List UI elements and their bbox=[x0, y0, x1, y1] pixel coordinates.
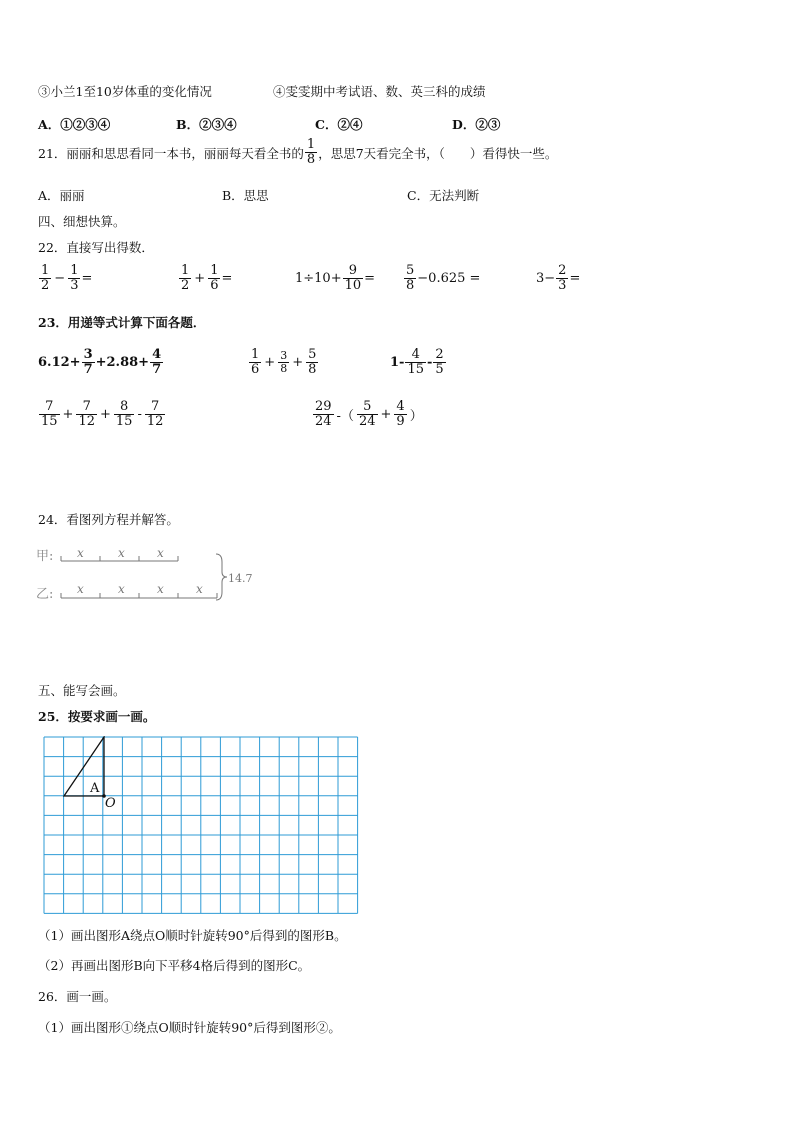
q22-expr-2 bbox=[178, 264, 232, 294]
q24-var-x: x bbox=[196, 582, 203, 596]
q22-title: 22．直接写出得数． bbox=[38, 240, 154, 255]
q24-var-x: x bbox=[118, 546, 125, 560]
q22-1-b-den: 3 bbox=[70, 278, 79, 294]
q25-label-o: O bbox=[105, 796, 116, 811]
q21-choice-a: A．丽丽 bbox=[38, 188, 85, 203]
q23-5-d2: 24 bbox=[358, 414, 376, 430]
q22-4-a-den: 8 bbox=[406, 278, 415, 294]
q25-title: 25．按要求画一画。 bbox=[38, 709, 156, 724]
q23-title: 23．用递等式计算下面各题． bbox=[38, 315, 206, 330]
q23-expr-4 bbox=[38, 400, 166, 430]
q22-2-b-den: 6 bbox=[210, 278, 219, 294]
q23-1-n1: 3 bbox=[83, 347, 93, 362]
q22-4-post: −0.625 = bbox=[417, 271, 481, 287]
q20-option-item-4: ④雯雯期中考试语、数、英三科的成绩 bbox=[273, 84, 486, 99]
q23-1-d2: 7 bbox=[152, 362, 162, 378]
q23-4-n4: 7 bbox=[150, 399, 160, 414]
q21-text-suffix: ，思思7天看完全书，（ ）看得快一些。 bbox=[318, 145, 558, 161]
q25-subquestion-2: （2）再画出图形B向下平移4格后得到的图形C。 bbox=[38, 958, 311, 973]
q23-2-d2: 8 bbox=[280, 362, 288, 376]
q22-2-b-num: 1 bbox=[210, 263, 219, 278]
q23-2-o1: + bbox=[264, 355, 276, 371]
q25-label-a: A bbox=[90, 781, 100, 796]
q24-label-yi: 乙: bbox=[36, 587, 54, 602]
q22-5-b-num: 2 bbox=[558, 263, 567, 278]
q24-var-x: x bbox=[157, 546, 164, 560]
q21-frac-den: 8 bbox=[306, 152, 316, 168]
q23-5-o1: -（ bbox=[336, 409, 354, 425]
q22-2-op: + bbox=[194, 271, 206, 287]
q26-title: 26．画一画。 bbox=[38, 989, 117, 1004]
q24-var-x: x bbox=[118, 582, 125, 596]
q20-choice-c: C．②④ bbox=[315, 117, 363, 132]
q25-grid bbox=[43, 736, 361, 916]
q23-4-n2: 7 bbox=[82, 399, 91, 414]
q23-1-n2: 4 bbox=[152, 347, 162, 362]
q22-2-a-den: 2 bbox=[181, 278, 190, 294]
q23-2-d1: 6 bbox=[251, 362, 260, 378]
q23-4-d2: 12 bbox=[78, 414, 95, 430]
q21-question bbox=[38, 138, 557, 168]
q23-5-n3: 4 bbox=[396, 399, 405, 414]
q22-5-eq: = bbox=[569, 271, 581, 287]
q21-choice-b: B．思思 bbox=[222, 188, 269, 203]
section-4-heading: 四、细想快算。 bbox=[38, 214, 126, 229]
q23-5-o3: ） bbox=[409, 409, 423, 425]
q20-choice-d: D．②③ bbox=[452, 117, 501, 132]
q22-expr-5 bbox=[536, 264, 580, 294]
q22-3-pre: 1÷10+ bbox=[295, 271, 342, 287]
q23-1-d1: 7 bbox=[83, 362, 93, 378]
q23-3-n2: 2 bbox=[435, 347, 444, 362]
q22-5-pre: 3− bbox=[536, 271, 556, 287]
q21-fraction bbox=[305, 138, 317, 168]
q23-3-t1: 1- bbox=[390, 355, 405, 371]
q24-var-x: x bbox=[77, 582, 84, 596]
q21-choice-c: C．无法判断 bbox=[407, 188, 480, 203]
q23-4-n1: 7 bbox=[45, 399, 54, 414]
q22-1-a-num: 1 bbox=[41, 263, 50, 278]
q22-1-a-den: 2 bbox=[41, 278, 50, 294]
q22-2-eq: = bbox=[221, 271, 233, 287]
q23-4-d3: 15 bbox=[115, 414, 133, 430]
section-5-heading: 五、能写会画。 bbox=[38, 683, 126, 698]
q23-5-d3: 9 bbox=[396, 414, 405, 430]
q23-4-o3: - bbox=[137, 407, 142, 423]
q24-brace bbox=[216, 554, 227, 600]
q24-label-jia: 甲: bbox=[36, 549, 54, 564]
q23-expr-3 bbox=[390, 348, 447, 378]
q23-4-o1: + bbox=[62, 407, 74, 423]
q23-2-d3: 8 bbox=[308, 362, 317, 378]
q24-line-diagram bbox=[30, 540, 260, 610]
q22-5-b-den: 3 bbox=[558, 278, 567, 294]
q24-total: 14.7 bbox=[228, 572, 253, 585]
q23-4-d1: 15 bbox=[41, 414, 58, 430]
q23-3-d2: 5 bbox=[435, 362, 444, 378]
q22-1-eq: = bbox=[81, 271, 93, 287]
q23-5-n1: 29 bbox=[315, 399, 332, 414]
q23-5-n2: 5 bbox=[363, 399, 372, 414]
q23-expr-5 bbox=[312, 400, 425, 430]
q23-2-n1: 1 bbox=[251, 347, 260, 362]
q23-4-o2: + bbox=[100, 407, 111, 423]
q22-expr-4 bbox=[403, 264, 480, 294]
q23-5-o2: + bbox=[380, 407, 392, 423]
q23-1-t2: +2.88+ bbox=[95, 355, 150, 371]
q21-frac-num: 1 bbox=[306, 137, 316, 152]
q22-expr-3 bbox=[295, 264, 375, 294]
q23-5-d1: 24 bbox=[315, 414, 332, 430]
q23-expr-1 bbox=[38, 348, 164, 378]
q20-choice-a: A．①②③④ bbox=[38, 117, 111, 132]
q22-expr-1 bbox=[38, 264, 92, 294]
q23-3-o1: - bbox=[427, 355, 433, 371]
q24-var-x: x bbox=[157, 582, 164, 596]
q22-4-a-num: 5 bbox=[406, 263, 415, 278]
q20-choice-b: B．②③④ bbox=[176, 117, 237, 132]
q24-var-x: x bbox=[77, 546, 84, 560]
q26-subquestion-1: （1）画出图形①绕点O顺时针旋转90°后得到图形②。 bbox=[38, 1020, 341, 1035]
q23-2-n3: 5 bbox=[308, 347, 317, 362]
q22-3-eq: = bbox=[364, 271, 376, 287]
q20-option-item-3: ③小兰1至10岁体重的变化情况 bbox=[38, 84, 212, 99]
q24-title: 24．看图列方程并解答。 bbox=[38, 512, 179, 527]
q23-1-t1: 6.12+ bbox=[38, 355, 81, 371]
q21-text-prefix: 21．丽丽和思思看同一本书，丽丽每天看全书的 bbox=[38, 145, 304, 161]
q23-3-n1: 4 bbox=[411, 347, 420, 362]
q23-4-n3: 8 bbox=[120, 399, 129, 414]
q25-subquestion-1: （1）画出图形A绕点O顺时针旋转90°后得到的图形B。 bbox=[38, 928, 347, 943]
q23-expr-2 bbox=[248, 348, 319, 378]
q23-2-n2: 3 bbox=[280, 349, 288, 363]
q22-1-op: − bbox=[54, 271, 66, 287]
q23-3-d1: 15 bbox=[407, 362, 424, 378]
q22-3-b-num: 9 bbox=[348, 263, 358, 278]
q22-1-b-num: 1 bbox=[70, 263, 79, 278]
q23-2-o2: + bbox=[292, 355, 304, 371]
q23-4-d4: 12 bbox=[146, 414, 164, 430]
q22-2-a-num: 1 bbox=[181, 263, 190, 278]
q22-3-b-den: 10 bbox=[344, 278, 362, 294]
